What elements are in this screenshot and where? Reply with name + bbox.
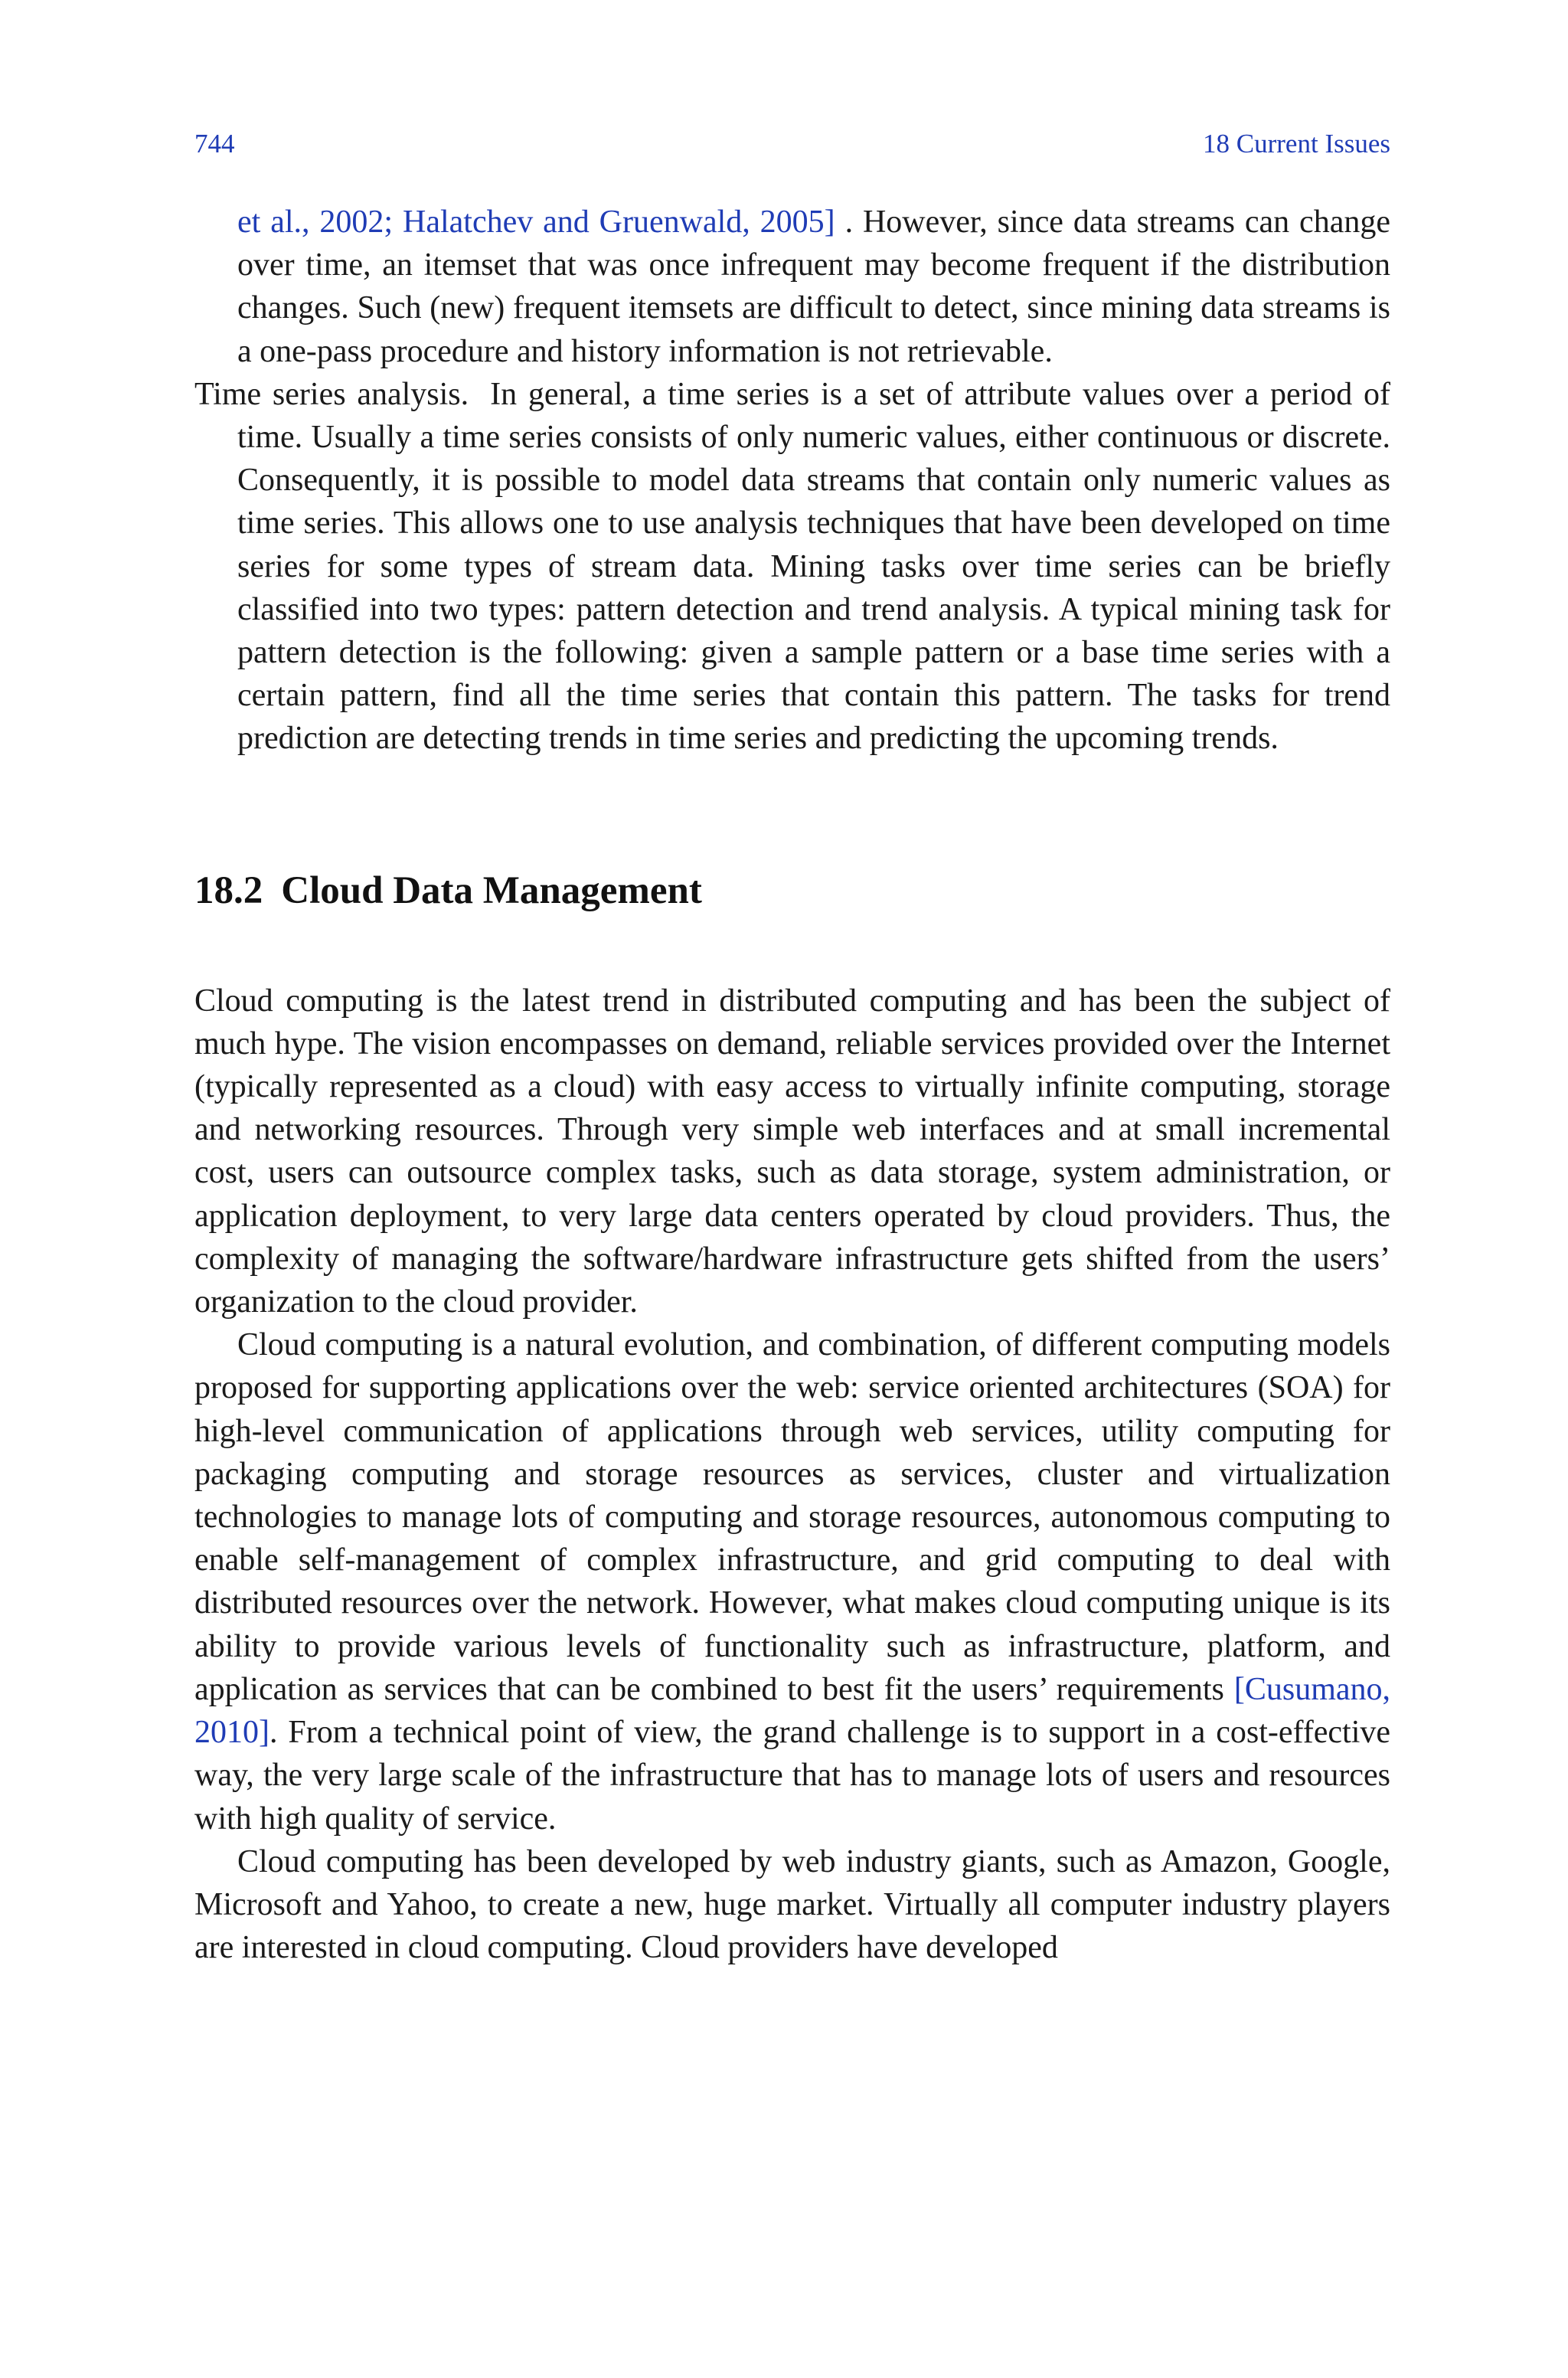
section-heading — [194, 868, 1390, 914]
continuation-paragraph — [194, 201, 1390, 373]
paragraph-cloud-evolution — [194, 1323, 1390, 1840]
definition-time-series — [194, 373, 1390, 761]
body-text — [194, 201, 1390, 1969]
chapter-reference-link[interactable]: 18 Current Issues — [1203, 129, 1390, 159]
definition-text: In general, a time series is a set of attribute values over a period of time. Usually a time series consists of only numeric values, either continuous or discrete. Consequently, it is possible to model data streams that contain only numeric values as time series. This allows one to use analysis techniques that have been developed on time series for some types of stream data. Mining tasks over time series can be briefly classified into two types: pattern detection and trend analysis. A typical mining task for pattern detection is the following: given a sample pattern or a base time series with a certain pattern, find all the time series that contain this pattern. The tasks for trend prediction are detecting trends in time series and predicting the upcoming trends. — [237, 376, 1390, 757]
paragraph-text: . From a technical point of view, the grand challenge is to support in a cost-effective way, the very large scale of the infrastructure that has to manage lots of users and resources with high quality of service. — [194, 1715, 1390, 1837]
section-number: 18.2 — [194, 868, 263, 912]
citation-link-cusumano[interactable]: [Cusumano, 2010] — [194, 1671, 1390, 1751]
continuation-text: . However, since data streams can change over time, an itemset that was once infrequent may become frequent if the distribution changes. Such (new) frequent itemsets are difficult to detect, since mining data streams is a one-pass procedure and history information is not retrievable. — [237, 204, 1390, 369]
paragraph-cloud-industry: Cloud computing has been developed by web industry giants, such as Amazon, Google, Microsoft and Yahoo, to create a new, huge market. Virtually all computer industry players are interested in cloud computing. Cloud providers have developed — [194, 1843, 1390, 1966]
paragraph-cloud-intro: Cloud computing is the latest trend in distributed computing and has been the subject of much hype. The vision encompasses on demand, reliable services provided over the Internet (typically represented as a cloud) with easy access to virtually infinite computing, storage and networking resources. Through very simple web interfaces and at small incremental cost, users can outsource complex tasks, such as data storage, system administration, or application deployment, to very large data centers operated by cloud providers. Thus, the complexity of managing the software/hardware infrastructure gets shifted from the users’ organization to the cloud provider. — [194, 983, 1390, 1320]
page-number: 744 — [194, 129, 235, 159]
paragraph-text: Cloud computing is a natural evolution, and combination, of different computing models proposed for supporting applications over the web: service oriented architectures (SOA) for high-level communication of applications through web services, utility computing for packaging computing and storage resources as services, cluster and virtualization technologies to manage lots of computing and storage resources, autonomous computing to enable self-management of complex infrastructure, and grid computing to deal with distributed resources over the network. However, what makes cloud computing unique is its ability to provide various levels of functionality such as infrastructure, platform, and application as services that can be combined to best fit the users’ requirements — [194, 1327, 1390, 1707]
section-title: Cloud Data Management — [281, 868, 702, 912]
running-header — [194, 124, 1390, 164]
definition-term: Time series analysis. — [194, 376, 469, 412]
citation-link-halatchev[interactable]: et al., 2002; Halatchev and Gruenwald, 2005] — [237, 204, 835, 240]
